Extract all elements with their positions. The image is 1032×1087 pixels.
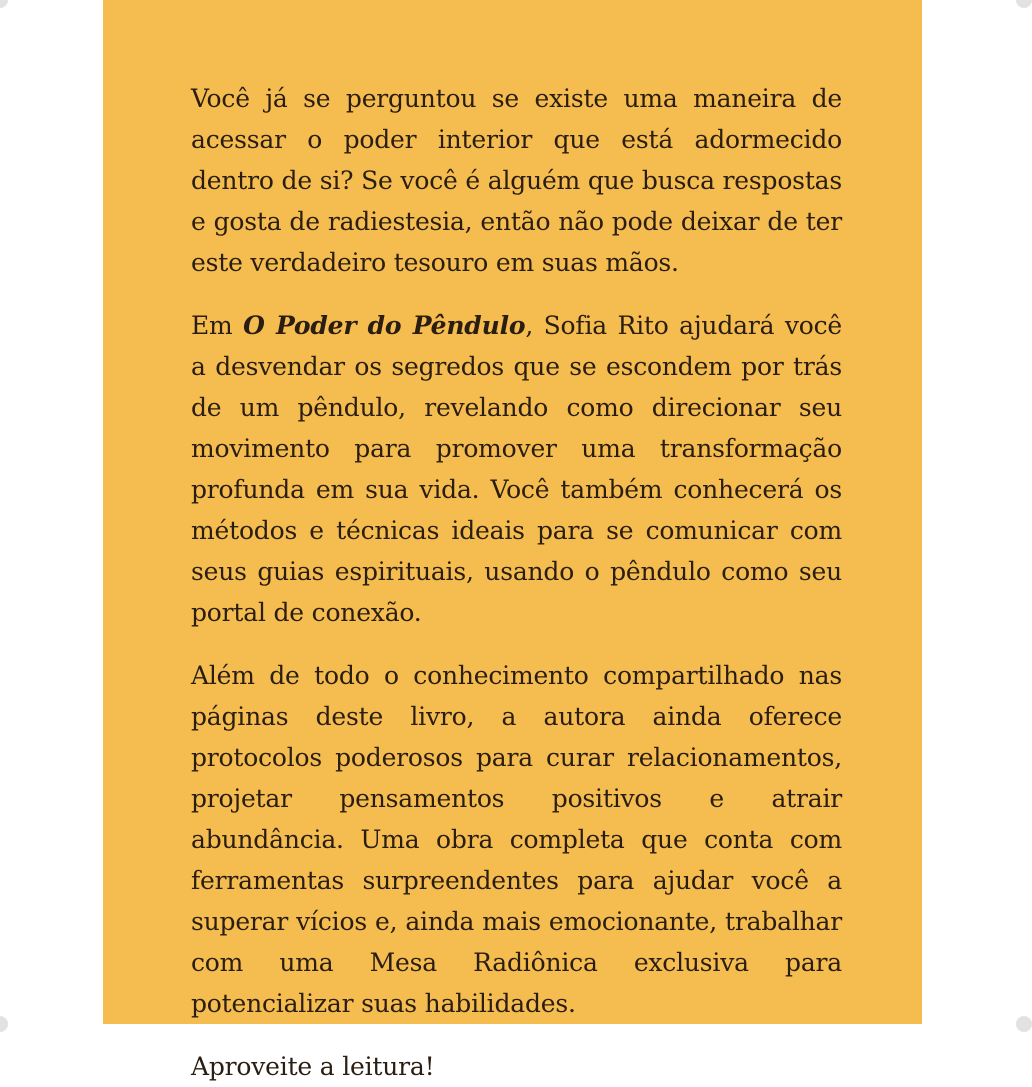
description-paragraph <box>191 305 842 633</box>
frame-corner <box>1016 0 1032 8</box>
frame-corner <box>0 0 8 8</box>
paragraph-suffix: , Sofia Rito ajudará você a desvendar os segredos que se escondem por trás de um pêndulo, revelando como direcionar seu movimento para promover uma transformação profunda em sua vida. Você também conhecerá os métodos e técnicas ideais para se comunicar com seus guias espirituais, usando o pêndulo como seu portal de conexão. <box>191 311 842 627</box>
features-paragraph: Além de todo o conhecimento compartilhado nas páginas deste livro, a autora ainda oferece protocolos poderosos para curar relacionamentos, projetar pensamentos positivos e atrair abundância. Uma obra completa que conta com ferramentas surpreendentes para ajudar você a superar vícios e, ainda mais emocionante, trabalhar com uma Mesa Radiônica exclusiva para potencializar suas habilidades. <box>191 661 842 1018</box>
closing-line: Aproveite a leitura! <box>191 1052 435 1081</box>
intro-paragraph: Você já se perguntou se existe uma maneira de acessar o poder interior que está adormecido dentro de si? Se você é alguém que busca respostas e gosta de radiestesia, então não pode deixar de ter este verdadeiro tesouro em suas mãos. <box>191 84 842 277</box>
frame-corner <box>1016 1016 1032 1032</box>
book-title: O Poder do Pêndulo <box>243 311 526 340</box>
paragraph-prefix: Em <box>191 311 244 340</box>
book-back-cover <box>103 0 922 1081</box>
frame-corner <box>0 1016 8 1032</box>
